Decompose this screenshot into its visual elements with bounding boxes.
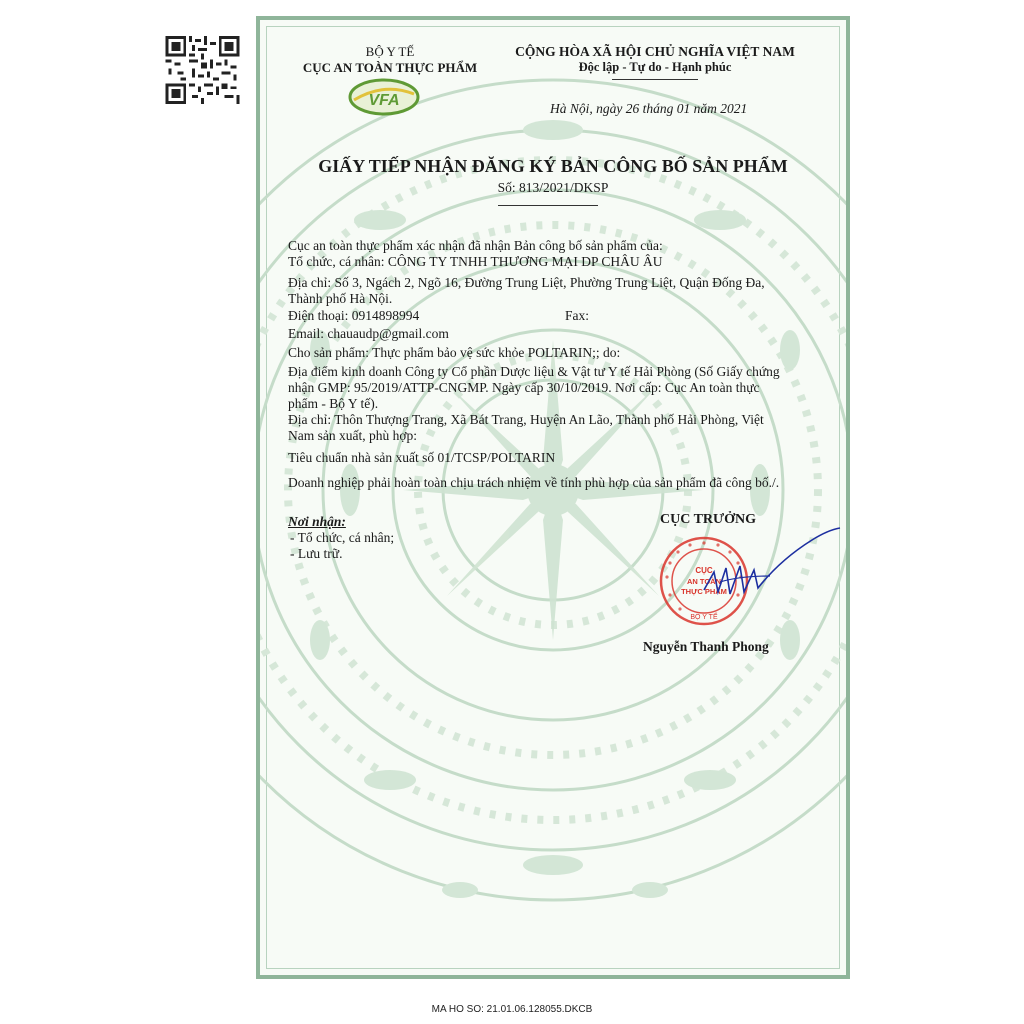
recipient-item: - Tổ chức, cá nhân; (290, 530, 395, 545)
recipient-item: - Lưu trữ. (290, 546, 343, 561)
responsibility-line: Doanh nghiệp phải hoàn toàn chịu trách nhiệm về tính phù hợp của sản phẩm đã công bố./. (288, 475, 780, 490)
manufacturer-line-2: nhận GMP: 95/2019/ATTP-CNGMP. Ngày cấp 30/10/2019. Nơi cấp: Cục An toàn thực (288, 380, 760, 395)
place-date: Hà Nội, ngày 26 tháng 01 năm 2021 (550, 101, 748, 116)
stamp-center-line: THỰC PHẨM (681, 587, 727, 596)
ministry-name: BỘ Y TẾ (365, 44, 415, 59)
email-line: Email: chauaudp@gmail.com (288, 326, 449, 341)
handwritten-signature (700, 520, 846, 620)
vfa-logo-icon (346, 76, 422, 118)
address-line-2: Thành phố Hà Nội. (288, 291, 393, 306)
document-title: GIẤY TIẾP NHẬN ĐĂNG KÝ BẢN CÔNG BỐ SẢN PHẨM (318, 156, 788, 176)
fax-label: Fax: (565, 308, 590, 323)
intro-line: Cục an toàn thực phẩm xác nhận đã nhận Bản công bố sản phẩm của: (288, 238, 663, 253)
phone-line: Điện thoại: 0914898994 (288, 308, 420, 323)
title-underline (498, 205, 598, 206)
stamp-center-line: CỤC (695, 566, 713, 575)
logo-text: VFA (368, 92, 400, 109)
factory-address-line-1: Địa chỉ: Thôn Thượng Trang, Xã Bát Trang, Huyện An Lão, Thành phố Hải Phòng, Việt (288, 412, 764, 427)
dossier-code: MA HO SO: 21.01.06.128055.DKCB (431, 1004, 593, 1015)
qr-code-icon (165, 36, 240, 104)
nation-title: CỘNG HÒA XÃ HỘI CHỦ NGHĨA VIỆT NAM (515, 44, 795, 59)
factory-address-line-2: Nam sản xuất, phù hợp: (288, 428, 417, 443)
manufacturer-line-1: Địa điểm kinh doanh Công ty Cổ phần Dược liệu & Vật tư Y tế Hải Phòng (Số Giấy chứng (288, 364, 780, 379)
certificate-frame (256, 16, 850, 979)
standard-line: Tiêu chuẩn nhà sản xuất số 01/TCSP/POLTARIN (288, 450, 556, 465)
signer-title: CỤC TRƯỞNG (660, 512, 757, 527)
product-line: Cho sản phẩm: Thực phẩm bảo vệ sức khỏe POLTARIN;; do: (288, 345, 621, 360)
stamp-center-line: AN TOÀN (686, 577, 722, 586)
organization-line: Tổ chức, cá nhân: CÔNG TY TNHH THƯƠNG MẠI DP CHÂU ÂU (288, 254, 663, 269)
document-number: Số: 813/2021/DKSP (497, 180, 609, 195)
address-line-1: Địa chỉ: Số 3, Ngách 2, Ngõ 16, Đường Trung Liệt, Phường Trung Liệt, Quận Đống Đa, (288, 275, 765, 290)
signer-name: Nguyễn Thanh Phong (643, 639, 769, 654)
department-name: CỤC AN TOÀN THỰC PHẨM (302, 60, 478, 75)
manufacturer-line-3: phẩm - Bộ Y tế). (288, 396, 379, 411)
national-motto: Độc lập - Tự do - Hạnh phúc (578, 60, 732, 74)
motto-underline (612, 79, 698, 80)
recipients-heading: Nơi nhận: (288, 514, 346, 529)
stamp-ring-text: BỘ Y TẾ (690, 614, 718, 621)
